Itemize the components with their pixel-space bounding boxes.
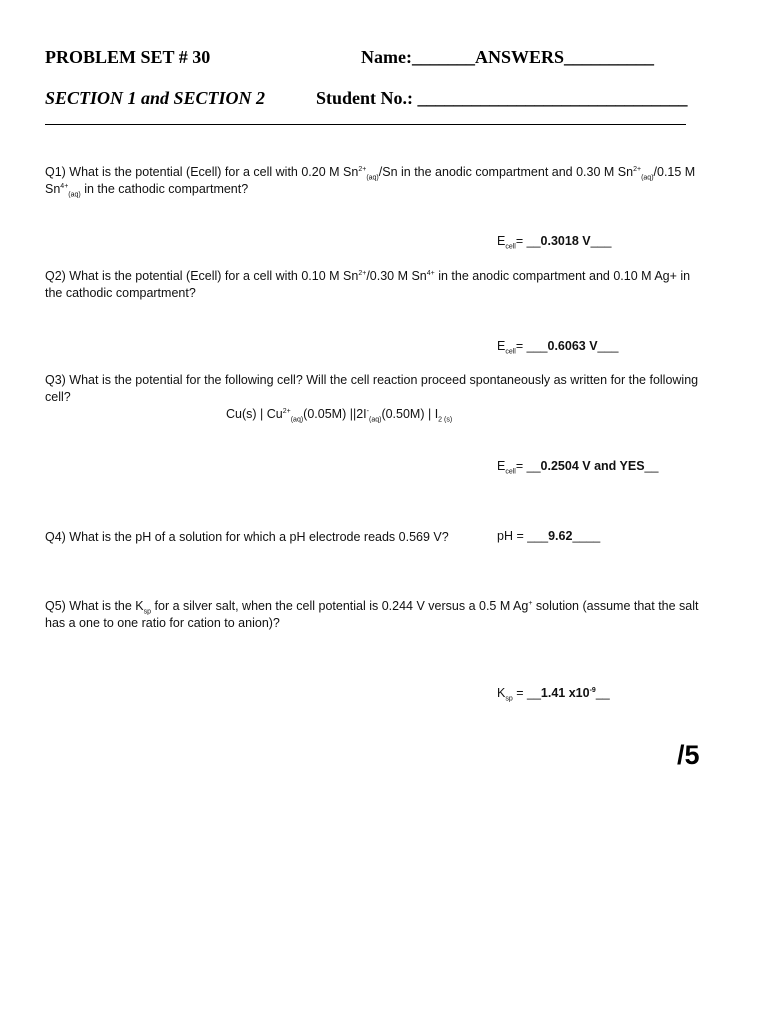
name-blank-after: __________: [564, 47, 655, 67]
question-1-line-2: $Sn^{4+}_{(aq)}$ in the cathodic compartment?: [45, 182, 249, 199]
question-2-line-1: Q2) What is the potential (Ecell) for a cell with 0.10 M $Sn^{2+}/0.30$ M $Sn^{4+}$ in the anodic compartment and 0.10 M Ag+ in: [45, 269, 691, 283]
answer-4-value: 9.62: [548, 529, 573, 543]
answer-2: $E_{cell}=$ ___0.6063 V___: [497, 339, 619, 356]
answer-3-value: 0.2504 V and YES: [540, 459, 645, 473]
section-title: SECTION 1 and SECTION 2: [45, 88, 266, 108]
student-no-label: Student No.:: [316, 88, 414, 108]
header-divider: [45, 124, 686, 125]
question-5-line-1: Q5) What is the $K_{sp}$ for a silver salt, when the cell potential is 0.244 V versus a 0.5 M Ag+ solution (assume that the salt: [45, 599, 699, 616]
answer-5-value: 1.41 $x10^{-9}$: [540, 686, 596, 700]
question-4: Q4) What is the pH of a solution for which a pH electrode reads 0.569 V?: [45, 530, 449, 544]
student-no-field: [316, 88, 688, 109]
answer-5: $K_{sp}$ = __1.41 $x10^{-9}\_\_$: [497, 686, 610, 703]
cell-notation: Cu(s) | $Cu^{2+}_{(aq)}(0.05M)$ $||2I^-_{(aq)}(0.50M)$ | $I_{2 (s)}$: [226, 407, 453, 424]
answer-1: $E_{cell}=$ __0.3018 V___: [497, 234, 612, 251]
question-1-line-1: Q1) What is the potential (Ecell) for a cell with 0.20 M $Sn^{2+}_{(aq)}/Sn$ in the anodic compartment and 0.30 M $Sn^{2+}_{(aq)}/0.15$ M: [45, 165, 696, 182]
question-3-line-2: cell?: [45, 390, 71, 404]
name-field: [361, 47, 654, 68]
score-total: /5: [677, 740, 700, 770]
answer-3: $E_{cell}=$ __0.2504 V and YES__: [497, 459, 659, 476]
answer-1-value: 0.3018 V: [540, 234, 591, 248]
name-blank-before: _______: [411, 47, 475, 67]
student-no-blank: ______________________________: [417, 88, 688, 108]
answer-2-value: 0.6063 V: [547, 339, 598, 353]
answer-4: pH = ___9.62____: [497, 529, 601, 543]
question-5-line-2: has a one to one ratio for cation to anion)?: [45, 616, 280, 630]
question-2-line-2: the cathodic compartment?: [45, 286, 196, 300]
name-label: Name:: [361, 47, 412, 67]
name-value: ANSWERS: [474, 47, 565, 67]
problem-set-title: PROBLEM SET # 30: [45, 47, 211, 67]
question-3-line-1: Q3) What is the potential for the following cell? Will the cell reaction proceed spontaneously as written for the following: [45, 373, 699, 387]
